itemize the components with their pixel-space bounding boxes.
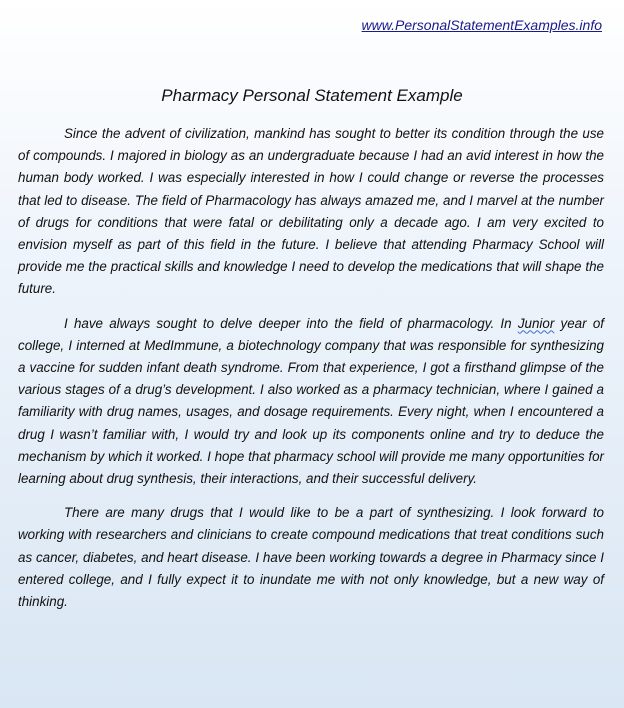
document-title: Pharmacy Personal Statement Example bbox=[161, 86, 463, 105]
statement-body bbox=[18, 123, 604, 625]
paragraph-2-text-end: year of college, I interned at MedImmune, a biotechnology company that was responsible for synthesizing a vaccine for sudden infant death syndrome. From that experience, I got a firsthand glimpse of the various stages of a drug’s development. I also worked as a pharmacy technician, where I gained a familiarity with drug names, usages, and dosage requirements. Every night, when I encountered a drug I wasn’t familiar with, I would try and look up its components online and try to deduce the mechanism by which it worked. I hope that pharmacy school will provide me many opportunities for learning about drug synthesis, their interactions, and their successful delivery. bbox=[18, 315, 604, 487]
paragraph-2-text-start: I have always sought to delve deeper into the field of pharmacology. In bbox=[64, 315, 518, 331]
website-link[interactable]: www.PersonalStatementExamples.info bbox=[361, 17, 602, 33]
paragraph-1: Since the advent of civilization, mankind has sought to better its condition through the use of compounds. I majored in biology as an undergraduate because I had an avid interest in how the human body worked. I was especially interested in how I could change or reverse the processes that led to disease. The field of Pharmacology has always amazed me, and I marvel at the number of drugs for conditions that were fatal or debilitating only a decade ago. I am very excited to envision myself as part of this field in the future. I believe that attending Pharmacy School will provide me the practical skills and knowledge I need to develop the medications that will shape the future. bbox=[18, 126, 604, 297]
paragraph-2 bbox=[18, 313, 604, 491]
spellcheck-highlight: Junior bbox=[517, 315, 555, 331]
paragraph-3: There are many drugs that I would like to be a part of synthesizing. I look forward to working with researchers and clinicians to create compound medications that treat conditions such as cancer, diabetes, and heart disease. I have been working towards a degree in Pharmacy since I entered college, and I fully expect it to inundate me with not only knowledge, but a new way of thinking. bbox=[18, 505, 604, 610]
